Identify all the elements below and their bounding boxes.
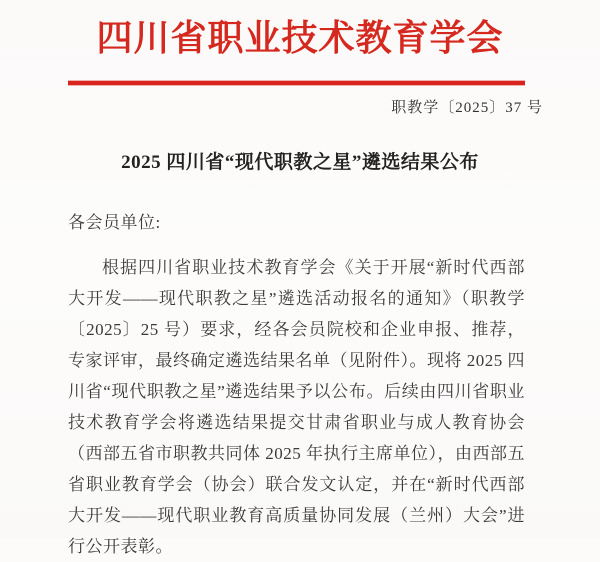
doc-number: 职教学〔2025〕37 号	[391, 100, 543, 116]
salutation: 各会员单位:	[68, 213, 161, 232]
doc-title: 2025 四川省“现代职教之星”遴选结果公布	[121, 152, 479, 173]
red-divider	[68, 81, 525, 85]
org-name-heading: 四川省职业技术教育学会	[96, 18, 504, 58]
body-paragraph: 根据四川省职业技术教育学会《关于开展“新时代西部大开发——现代职教之星”遴选活动报名的通知》（职教学〔2025〕25 号）要求，经各会员院校和企业申报、推荐，专家评审，最终确定遴选结果名单（见附件）。现将 2025 四川省“现代职教之星”遴选结果予以公布。后续由四川省职业技术教育学会将遴选结果提交甘肃省职业与成人教育协会（西部五省市职教共同体 2025 年执行主席单位），由西部五省职业教育学会（协会）联合发文认定，并在“新时代西部大开发——现代职业教育高质量协同发展（兰州）大会”进行公开表彰。	[68, 258, 525, 556]
document-body	[68, 207, 525, 562]
